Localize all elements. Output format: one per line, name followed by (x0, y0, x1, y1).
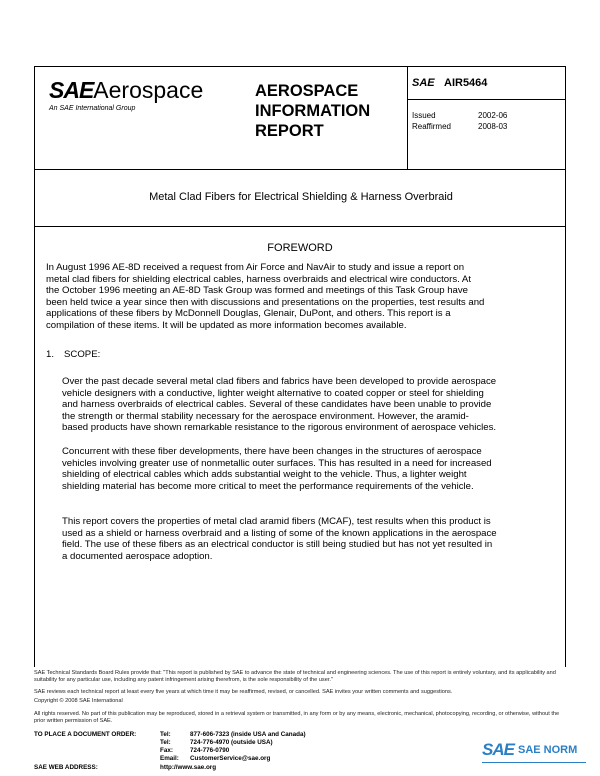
board-rules-notice: SAE Technical Standards Board Rules provide that: "This report is published by SAE to advance the state of technical and engineering sciences. The use of this report is entirely voluntary, and its applicability and suitability for any particular use, including any patent infringement arising therefrom, is the sole responsibility of the user." (34, 670, 556, 683)
header-box (34, 66, 566, 170)
issued-row (412, 111, 507, 120)
order-label: TO PLACE A DOCUMENT ORDER: (34, 731, 137, 738)
contact-label: Fax: (160, 747, 173, 754)
doc-type: AEROSPACE INFORMATION REPORT (255, 82, 371, 140)
contact-label: Email: (160, 755, 179, 762)
doc-number: AIR5464 (444, 77, 488, 89)
scope-paragraph: This report covers the properties of metal clad aramid fibers (MCAF), test results when this product is used as a shield or harness overbraid and a listing of some of the known applications in the aerospace field. The use of these fibers as an electrical conductor is still being studied but has not yet resulted in a documented aerospace adoption. (62, 516, 497, 562)
review-notice: SAE reviews each technical report at least every five years at which time it may be reaffirmed, revised, or cancelled. SAE invites your written comments and suggestions. (34, 689, 453, 695)
logo-subtitle: An SAE International Group (49, 105, 136, 112)
logo-sae-text: SAE (49, 77, 94, 103)
contact-value: 877-606-7323 (inside USA and Canada) (190, 731, 306, 738)
stamp-divider (482, 762, 586, 763)
scope-heading (46, 349, 100, 360)
stamp-norm-text: SAE NORM (518, 744, 578, 756)
contact-label: Tel: (160, 739, 171, 746)
scope-paragraph: Over the past decade several metal clad fibers and fabrics have been developed to provide aerospace vehicle designers with a conductive, lighter weight alternative to coated copper or steel for shielding and harness overbraids of electrical cables. Several of these candidates have been unable to provide the strength or thermal stability necessary for the aerospace environment. However, the aramid- based products have shown remarkable resistance to the rigorous environment of aerospace vehicles. (62, 376, 497, 434)
reaffirmed-row (412, 122, 507, 131)
sae-norm-stamp (482, 740, 592, 770)
sae-mark: SAE (412, 77, 435, 89)
document-title: Metal Clad Fibers for Electrical Shielding & Harness Overbraid (149, 191, 453, 203)
doc-type-cell (251, 67, 407, 169)
contact-value: 724-776-4970 (outside USA) (190, 739, 273, 746)
reaffirmed-label: Reaffirmed (412, 122, 451, 131)
sae-aerospace-logo (35, 67, 251, 169)
reaffirmed-date: 2008-03 (478, 122, 508, 131)
copyright-notice: Copyright © 2008 SAE International (34, 698, 123, 704)
logo-aerospace-text: Aerospace (93, 77, 204, 103)
scope-number: 1. (46, 349, 55, 360)
stamp-sae-logo: SAE (482, 740, 514, 759)
foreword-heading: FOREWORD (267, 242, 333, 254)
rights-notice: All rights reserved. No part of this publication may be reproduced, stored in a retrieval system or transmitted, in any form or by any means, electronic, mechanical, photocopying, recording, or otherwise, without the prior written permission of SAE. (34, 711, 560, 724)
web-url-link[interactable]: http://www.sae.org (160, 764, 217, 771)
doc-number-cell (408, 67, 566, 100)
email-link[interactable]: CustomerService@sae.org (190, 755, 271, 762)
contact-label: Tel: (160, 731, 171, 738)
scope-paragraph: Concurrent with these fiber developments, there have been changes in the structures of aerospace vehicles involving greater use of nonmetallic outer surfaces. This has resulted in a need for increased shielding of electrical cables which adds substantial weight to the vehicle. Thus, a lighter weight shielding material has become more critical to meet the performance requirements of the vehicle. (62, 446, 492, 492)
doc-info-cell (407, 67, 566, 169)
title-box (34, 170, 566, 227)
issued-label: Issued (412, 111, 436, 120)
issued-date: 2002-06 (478, 111, 508, 120)
contact-value: 724-776-0790 (190, 747, 230, 754)
web-address-row (34, 764, 217, 771)
scope-title: SCOPE: (64, 349, 101, 360)
foreword-text: In August 1996 AE-8D received a request from Air Force and NavAir to study and issue a report on metal clad fibers for shielding electrical cables, harness overbraids and electrical wire conductors. At the October 1996 meeting an AE-8D Task Group was formed and meetings of this Task Group have been held twice a year since then with discussions and presentations on the properties, test results and applications of these fibers by McDonnell Douglas, Glenair, DuPont, and others. This report is a compilation of these items. It will be updated as more information becomes available. (46, 262, 485, 331)
web-label: SAE WEB ADDRESS: (34, 764, 98, 771)
